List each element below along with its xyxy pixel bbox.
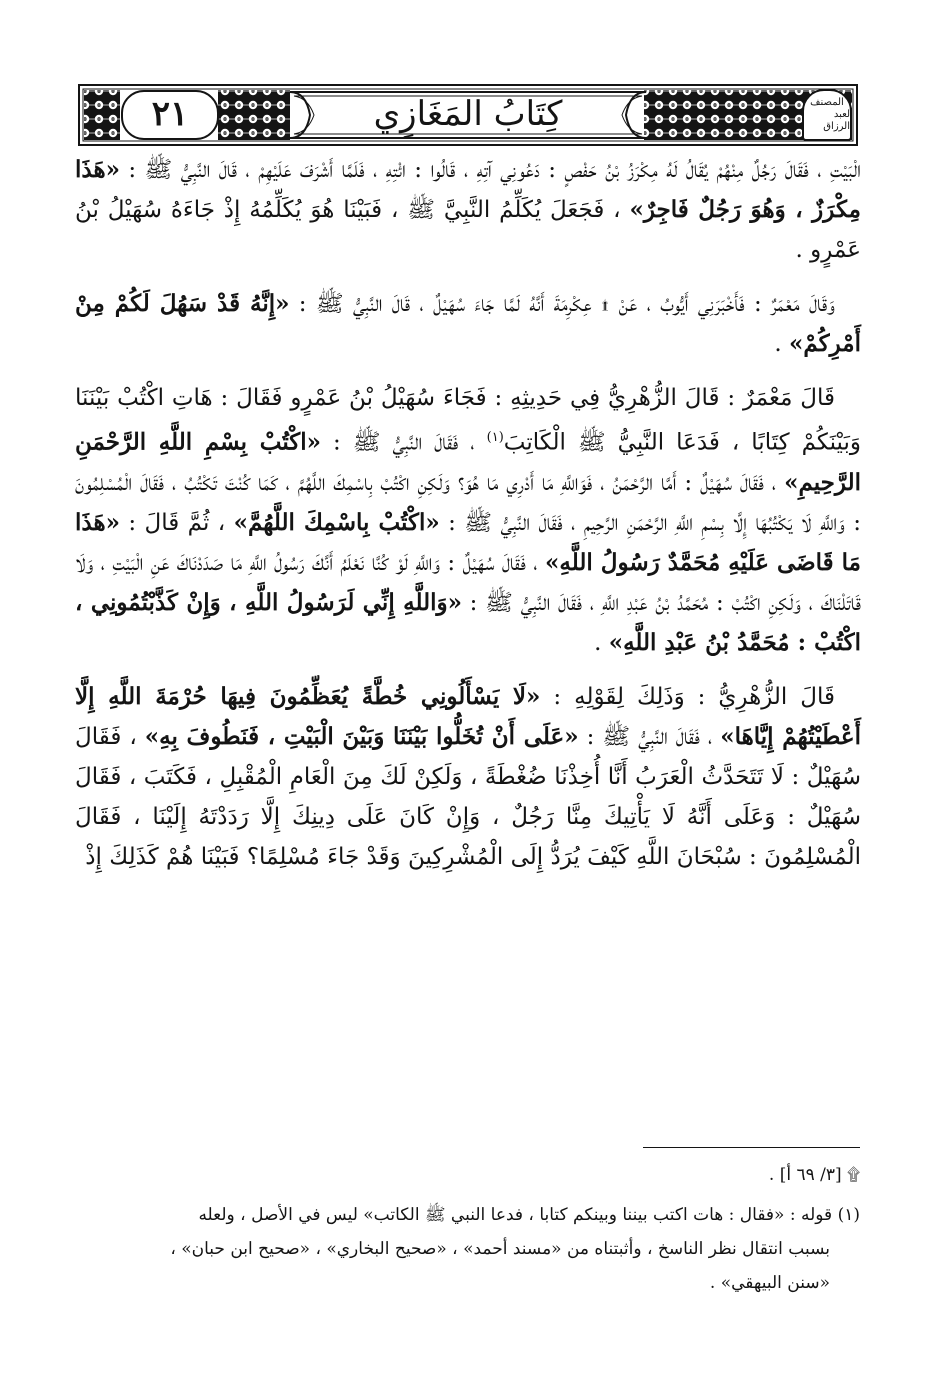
p2-text: وَقَالَ مَعْمَرٌ : فَأَخْبَرَنِي أَيُّوبُ ، عَنْ ۩ عِكْرِمَةَ أَنَّهُ لَمَّا جَاءَ سُهَيْلٌ ، قَالَ النَّبِيُّ ﷺ :: [289, 291, 835, 317]
p3-end: .: [594, 629, 609, 656]
p3-d: ، فَقَالَ سُهَيْلٌ : أَمَّا الرَّحْمَنُ ، فَوَاللَّهِ مَا أَدْرِي مَا هُوَ؟ وَلَكِنِ اكْتُبْ بِاسْمِكَ اللَّهُمَّ ، كَمَا كُنْتَ تَكْتُبُ ، فَقَالَ الْمُسْلِمُونَ : وَاللَّهِ لَا يَكْتُبُهَا إِلَّا بِسْمِ اللَّهِ الرَّحْمَنِ الرَّحِيمِ ، فَقَالَ النَّبِيُّ ﷺ :: [75, 469, 861, 536]
p4-c: ، فَقَالَ النَّبِيُّ ﷺ :: [578, 723, 721, 750]
p3-a: قَالَ مَعْمَرٌ : قَالَ الزُّهْرِيُّ فِي حَدِيثِهِ : فَجَاءَ سُهَيْلُ بْنُ عَمْرٍو فَقَالَ : هَاتِ اكْتُبْ بَيْنَنَا وَبَيْنَكُمْ كِتَابًا ، فَدَعَا النَّبِيُّ ﷺ الْكَاتِبَ: [75, 385, 862, 456]
p2-end: .: [774, 331, 789, 357]
book-seal-logo: [802, 89, 852, 141]
p3-f: ، ثُمَّ قَالَ :: [119, 509, 234, 536]
footnotes: [78, 1158, 860, 1300]
chapter-title: كِتَابُ المَغَازِي: [373, 94, 563, 134]
footnote-separator: [643, 1147, 860, 1148]
p1-prophet-quote: «هَذَا مِكْرَزٌ ، وَهُوَ رَجُلٌ فَاجِرٌ»: [75, 156, 861, 223]
p3-h: ، فَقَالَ سُهَيْلٌ : وَاللَّهِ لَوْ كُنَّا نَعْلَمُ أَنَّكَ رَسُولُ اللَّهِ مَا صَدَدْنَاكَ عَنِ الْبَيْتِ ، وَلَا قَاتَلْنَاكَ ، وَلَكِنِ اكْتُبْ : مُحَمَّدُ بْنُ عَبْدِ اللَّهِ ، فَقَالَ النَّبِيُّ ﷺ :: [75, 549, 861, 616]
seal-line-1: المصنف: [810, 97, 844, 108]
footnote-1-line-2: بسبب انتقال نظر الناسخ ، وأثبتناه من «مسند أحمد» ، «صحيح البخاري» ، «صحيح ابن حبان» ،: [170, 1239, 830, 1259]
p3-quote-wallahi: «وَاللَّهِ إِنِّي لَرَسُولُ اللَّهِ ، وَإِنْ كَذَّبْتُمُونِي ، اكْتُبْ : مُحَمَّدُ بْنُ عَبْدِ اللَّهِ»: [75, 588, 861, 656]
p4-e: ، فَقَالَ سُهَيْلٌ : لَا تَتَحَدَّثُ الْعَرَبُ أَنَّا أُخِذْنَا ضُغْطَةً ، وَلَكِنْ لَكَ مِنَ الْعَامِ الْمُقْبِلِ ، فَكَتَبَ ، فَقَالَ سُهَيْلٌ : وَعَلَى أَنَّهُ لَا يَأْتِيكَ مِنَّا رَجُلٌ ، وَإِنْ كَانَ عَلَى دِينِكَ إِلَّا رَدَدْتَهُ إِلَيْنَا ، فَقَالَ الْمُسْلِمُونَ : سُبْحَانَ اللَّهِ كَيْفَ يُرَدُّ إِلَى الْمُشْرِكِينَ وَقَدْ جَاءَ مُسْلِمًا؟ فَبَيْنَا هُمْ كَذَلِكَ إِذْ: [75, 723, 861, 870]
p4-quote-khutta: «لَا يَسْأَلُونِي خُطَّةً يُعَظِّمُونَ فِيهَا حُرْمَةَ اللَّهِ إِلَّا أَعْطَيْتُهُمْ إِيَّاهَا»: [75, 682, 861, 750]
p4-quote-tukhallu: «عَلَى أَنْ تُخَلُّوا بَيْنَنَا وَبَيْنَ الْبَيْتِ ، فَنَطُوفَ بِهِ»: [144, 722, 579, 750]
footnote-1-line-3: «سنن البيهقي» .: [709, 1273, 830, 1293]
manuscript-marker-note: ۩ [٣/ ٦٩ أ] .: [768, 1165, 860, 1185]
p3-quote-hadha: «هَذَا مَا قَاضَى عَلَيْهِ مُحَمَّدٌ رَسُولُ اللَّهِ»: [75, 508, 861, 576]
paragraph-4: [75, 677, 861, 877]
page-header: [78, 84, 858, 146]
paragraph-2: [75, 284, 861, 364]
paragraph-3: [75, 378, 861, 663]
seal-line-2: لعبد الرزاق: [823, 109, 850, 132]
p2-prophet-quote: «إِنَّهُ قَدْ سَهُلَ لَكُمْ مِنْ أَمْرِكُمْ»: [75, 290, 861, 357]
footnote-ref-1[interactable]: (١): [486, 430, 504, 445]
p1-line-1: الْبَيْتِ ، فَقَالَ رَجُلٌ مِنْهُمْ يُقَالُ لَهُ مِكْرَزُ بْنُ حَفْصٍ : دَعُونِي آتِهِ ، قَالُوا : ائْتِهِ ، فَلَمَّا: [341, 157, 861, 183]
p3-quote-bismika: «اكْتُبْ بِاسْمِكَ اللَّهُمَّ»: [233, 508, 440, 536]
page-number: ٢١: [151, 94, 189, 134]
footnote-1-line-1: (١) قوله : «فقال : هات اكتب بيننا وبينكم كتابا ، فدعا النبي ﷺ الكاتب» ليس في الأصل ، ولعله: [198, 1205, 860, 1225]
p1-line-3: فَبَيْنَا هُوَ يُكَلِّمُهُ إِذْ جَاءَهُ سُهَيْلُ بْنُ عَمْرٍو .: [75, 197, 861, 263]
p4-a: قَالَ الزُّهْرِيُّ : وَذَلِكَ لِقَوْلِهِ :: [540, 683, 835, 710]
paragraph-1: [75, 150, 861, 270]
p1-line-2c: ، فَجَعَلَ يُكَلِّمُ النَّبِيَّ ﷺ ،: [390, 197, 630, 223]
p3-b: ، فَقَالَ النَّبِيُّ ﷺ :: [321, 429, 487, 456]
p1-line-2a: أَشْرَفَ عَلَيْهِمْ ، قَالَ النَّبِيُّ ﷺ :: [119, 157, 334, 183]
main-text: [75, 150, 861, 877]
p3-quote-bismillah: «اكْتُبْ بِسْمِ اللَّهِ الرَّحْمَنِ الرَّحِيمِ»: [75, 428, 861, 496]
